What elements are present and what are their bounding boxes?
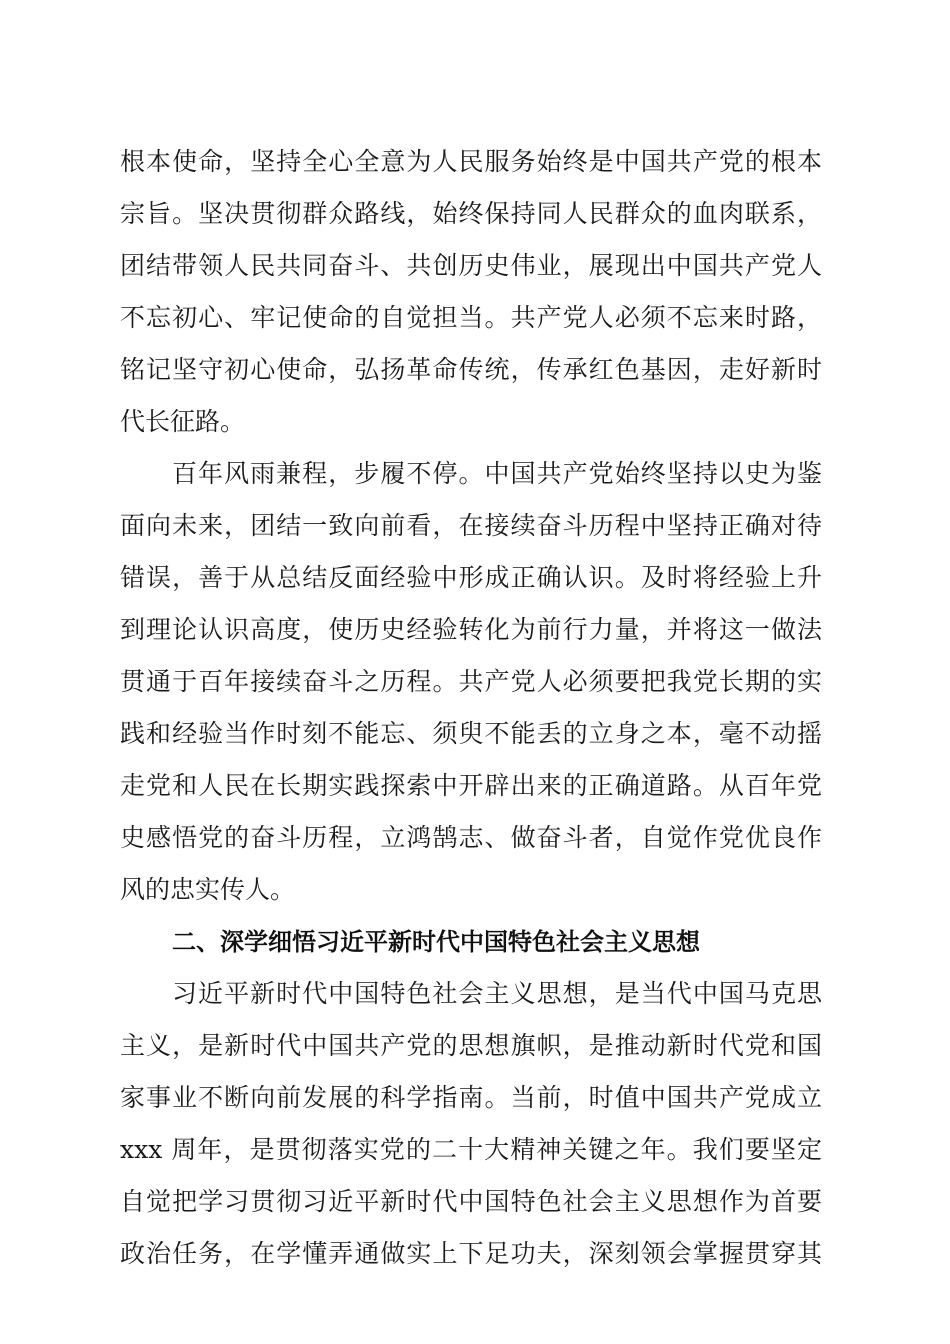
paragraph-2-line-2: 面向未来，团结一致向前看，在接续奋斗历程中坚持正确对待 [120, 511, 822, 540]
paragraph-2-line-7: 走党和人民在长期实践探索中开辟出来的正确道路。从百年党 [120, 771, 822, 800]
paragraph-2-line-3: 错误，善于从总结反面经验中形成正确认识。及时将经验上升 [120, 563, 822, 592]
paragraph-1-line-5: 铭记坚守初心使命，弘扬革命传统，传承红色基因，走好新时 [120, 355, 822, 384]
paragraph-3-line-5: 自觉把学习贯彻习近平新时代中国特色社会主义思想作为首要 [120, 1187, 822, 1216]
paragraph-2-line-4: 到理论认识高度，使历史经验转化为前行力量，并将这一做法 [120, 615, 822, 644]
paragraph-1-line-4: 不忘初心、牢记使命的自觉担当。共产党人必须不忘来时路， [120, 303, 822, 332]
paragraph-3-line-4: xxx 周年，是贯彻落实党的二十大精神关键之年。我们要坚定 [120, 1135, 822, 1164]
paragraph-1-line-2: 宗旨。坚决贯彻群众路线，始终保持同人民群众的血肉联系， [120, 199, 822, 228]
paragraph-2-line-9: 风的忠实传人。 [120, 875, 296, 904]
paragraph-3-line-6: 政治任务，在学懂弄通做实上下足功夫，深刻领会掌握贯穿其 [120, 1239, 822, 1268]
paragraph-3-line-1: 习近平新时代中国特色社会主义思想，是当代中国马克思 [172, 979, 822, 1008]
paragraph-2-line-1: 百年风雨兼程，步履不停。中国共产党始终坚持以史为鉴 [172, 459, 822, 488]
paragraph-1-line-1: 根本使命，坚持全心全意为人民服务始终是中国共产党的根本 [120, 147, 822, 176]
paragraph-2-line-6: 践和经验当作时刻不能忘、须臾不能丢的立身之本，毫不动摇 [120, 719, 822, 748]
paragraph-3-line-3: 家事业不断向前发展的科学指南。当前，时值中国共产党成立 [120, 1083, 822, 1112]
paragraph-1-line-6: 代长征路。 [120, 407, 246, 436]
paragraph-1-line-3: 团结带领人民共同奋斗、共创历史伟业，展现出中国共产党人 [120, 251, 822, 280]
paragraph-3-line-2: 主义，是新时代中国共产党的思想旗帜，是推动新时代党和国 [120, 1031, 822, 1060]
section-heading: 二、深学细悟习近平新时代中国特色社会主义思想 [172, 928, 700, 956]
paragraph-2-line-8: 史感悟党的奋斗历程，立鸿鹄志、做奋斗者，自觉作党优良作 [120, 823, 822, 852]
paragraph-2-line-5: 贯通于百年接续奋斗之历程。共产党人必须要把我党长期的实 [120, 667, 822, 696]
